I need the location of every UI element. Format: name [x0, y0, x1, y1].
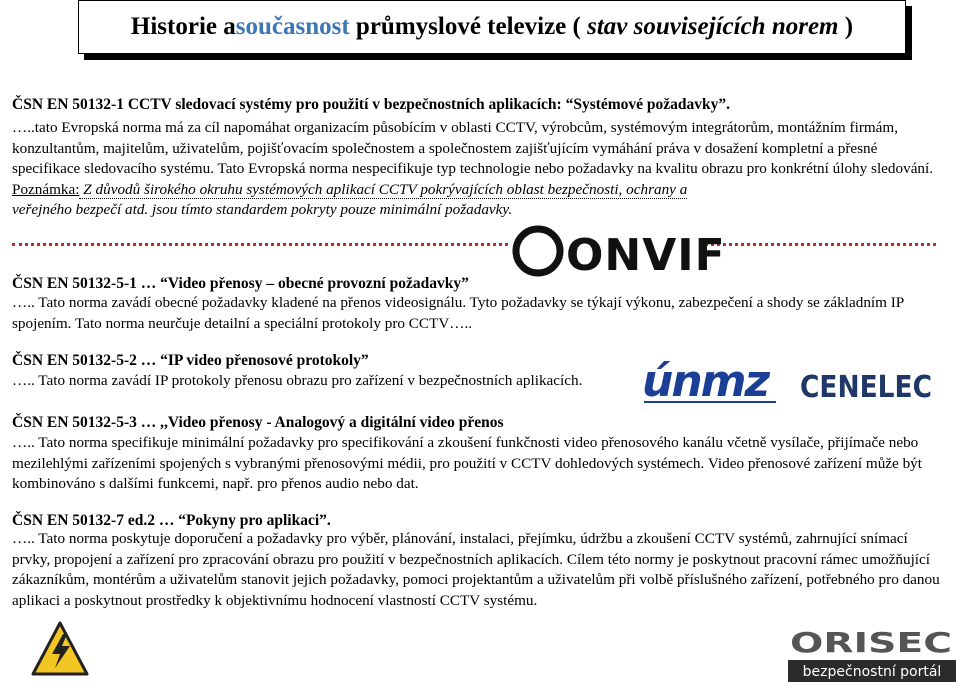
orisec-logo-subtitle: bezpečnostní portál — [802, 664, 942, 680]
title-part3: ) — [838, 13, 854, 40]
section3-heading: ČSN EN 50132-5-2 … “IP video přenosové protokoly” — [12, 352, 369, 369]
high-voltage-warning-icon — [30, 620, 90, 678]
section4-body: ….. Tato norma specifikuje minimální požadavky pro specifikování a zkoušení funkčnosti video přenosového kanálu včetně vysílače, přijímače nebo mezilehlými zařízeními spojených s vybranými přenosovými médii, pro použití v CCTV dohledových systémech. Video přenosové zařízení může být kombinováno s dalšími funkcemi, např. pro přenos audio nebo dat. — [12, 434, 922, 492]
orisec-logo-text: ORISEC — [790, 626, 952, 659]
section4-heading: ČSN EN 50132-5-3 … ,,Video přenosy - Analogový a digitální video přenos — [12, 414, 504, 431]
unmz-logo-text: únmz — [642, 356, 769, 407]
section1-body1: …..tato Evropská norma má za cíl napomáhat organizacím působícím v oblasti CCTV, výrobcům, systémovým integrátorům, montážním firmám, konzultantům, majitelům, uživatelům, pojišťovacím společnostem a společnostem zajišťujícím vymáhání práva v dosažení kompletní a přesné specifikace sledovacího systému. — [12, 119, 899, 177]
title-part1: Historie a — [130, 13, 236, 40]
section1-heading: ČSN EN 50132-1 CCTV sledovací systémy pro použití v bezpečnostních aplikacích: “Systémové požadavky”. — [12, 96, 731, 113]
page-title — [78, 0, 906, 54]
title-part2: průmyslové televize ( — [349, 13, 588, 40]
section3-body: ….. Tato norma zavádí IP protokoly přenosu obrazu pro zařízení v bezpečnostních aplikacích. — [12, 372, 583, 389]
cenelec-logo — [800, 355, 934, 407]
separator-left — [12, 243, 508, 246]
section5-heading: ČSN EN 50132-7 ed.2 … “Pokyny pro aplikaci”. — [12, 512, 331, 529]
section2-body: ….. Tato norma zavádí obecné požadavky kladené na přenos videosignálu. Tyto požadavky se týkají výkonu, zabezpečení a shody se základním IP spojením. Tato norma neurčuje detailní a speciální protokoly pro CCTV….. — [12, 294, 904, 332]
orisec-logo — [788, 622, 956, 684]
section5-body: ….. Tato norma poskytuje doporučení a požadavky pro výběr, plánování, instalaci, přejímku, údržbu a zkoušení CCTV systémů, zahrnující snímací prvky, propojení a zařízení pro zpracování obrazu pro použití v bezpečnostních aplikacích. Cílem této normy je poskytnout pracovní rámec umožňující zákazníkům, montérům a uživatelům stanovit jejich požadavky, pomoci projektantům a uživatelům při volbě příslušného zařízení, potřebného pro danou aplikaci a poskytnout prostředky k objektivnímu hodnocení vlastností CCTV systému. — [12, 530, 940, 609]
onvif-logo — [512, 226, 726, 281]
onvif-logo-text: ONVIF — [566, 230, 726, 281]
section1-body2: Tato Evropská norma nespecifikuje typ technologie nebo požadavky na kvalitu obrazu pro konkrétní úlohy sledování. — [214, 160, 934, 177]
section1-note-text2: veřejného bezpečí atd. jsou tímto standardem pokryty pouze minimální požadavky. — [12, 201, 513, 218]
cenelec-logo-text: CENELEC — [800, 370, 932, 405]
unmz-logo — [640, 352, 780, 407]
title-accent-word: současnost — [235, 13, 350, 40]
title-italic: stav souvisejících norem — [587, 13, 839, 40]
separator-right — [700, 243, 936, 246]
section1-note-label: Poznámka: — [12, 180, 80, 198]
section1-body — [12, 118, 948, 221]
section2-heading: ČSN EN 50132-5-1 … “Video přenosy – obecné provozní požadavky” — [12, 275, 469, 292]
section1-note-text1: Z důvodů širokého okruhu systémových aplikací CCTV pokrývajících oblast bezpečnosti, ochrany a — [79, 180, 688, 198]
